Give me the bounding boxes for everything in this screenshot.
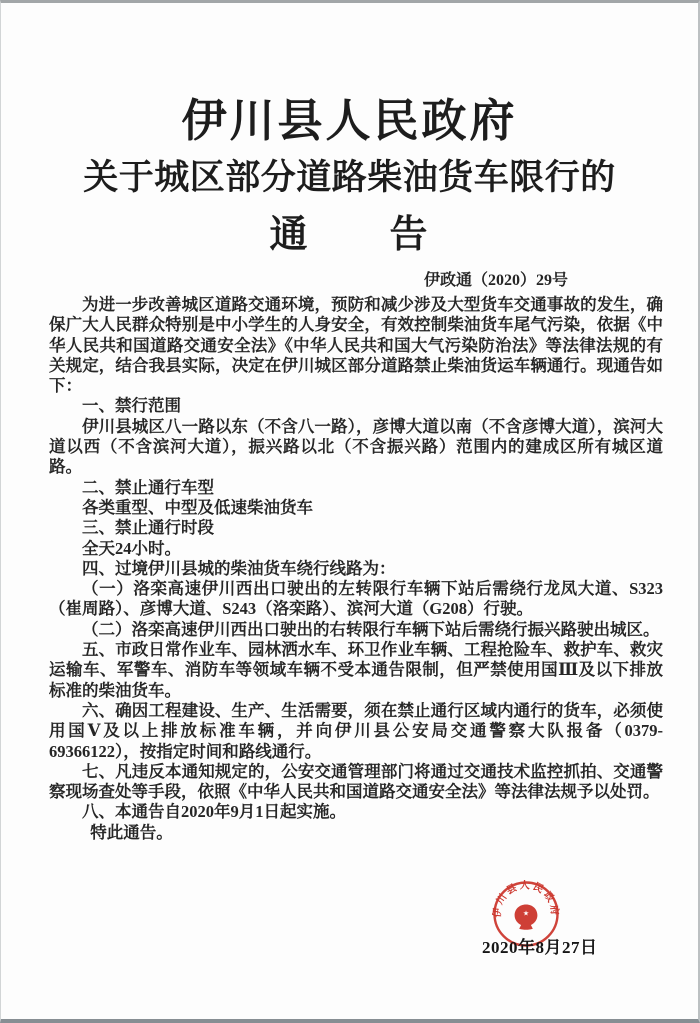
paragraph: 各类重型、中型及低速柴油货车 (82, 497, 313, 517)
paragraph: 四、过境伊川县城的柴油货车绕行线路为： (82, 558, 396, 578)
paragraph: 六、确因工程建设、生产、生活需要，须在禁止通行区域内通行的货车，必须使用国Ⅴ及以上排放标准车辆，并向伊川县公安局交通警察大队报备（0379-69366122），按指定时间和路线通行。 (49, 700, 663, 761)
paragraph: 八、本通告自2020年9月1日起实施。 (82, 802, 346, 822)
issuer-title: 伊川县人民政府 (181, 96, 518, 146)
notice-subject-title: 关于城区部分道路柴油货车限行的 (83, 158, 616, 197)
paragraph: 三、禁止通行时段 (82, 518, 214, 538)
paragraph: 伊川县城区八一路以东（不含八一路），彦博大道以南（不含彦博大道），滨河大道以西（不含滨河大道），振兴路以北（不含振兴路）范围内的建成区所有城区道路。 (49, 416, 663, 477)
document-body (49, 295, 663, 843)
paragraph: 为进一步改善城区道路交通环境，预防和减少涉及大型货车交通事故的发生，确保广大人民群众特别是中小学生的人身安全，有效控制柴油货车尾气污染，依据《中华人民共和国道路交通安全法》《中华人民共和国大气污染防治法》等法律法规的有关规定，结合我县实际，决定在伊川城区部分道路禁止柴油货运车辆通行。现通告如下： (49, 295, 663, 396)
paragraph: 特此通告。 (90, 822, 173, 842)
issue-date: 2020年8月27日 (482, 938, 598, 957)
paragraph: （二）洛栾高速伊川西出口驶出的右转限行车辆下站后需绕行振兴路驶出城区。 (82, 619, 660, 639)
paragraph: 二、禁止通行车型 (82, 477, 214, 497)
notice-type-title: 通 告 (269, 214, 430, 256)
paragraph: （一）洛栾高速伊川西出口驶出的左转限行车辆下站后需绕行龙凤大道、S323（崔周路）、彦博大道、S243（洛栾路）、滨河大道（G208）行驶。 (49, 579, 663, 619)
paragraph: 一、禁行范围 (82, 396, 181, 416)
emblem-star-icon: ★ (522, 909, 530, 918)
seal-arc-text: 伊川县人民政府 (492, 880, 560, 918)
paragraph: 全天24小时。 (82, 538, 181, 558)
document-number: 伊政通（2020）29号 (423, 272, 568, 289)
paragraph: 七、凡违反本通知规定的，公安交通管理部门将通过交通技术监控抓拍、交通警察现场查处等手段，依照《中华人民共和国道路交通安全法》等法律法规予以处罚。 (49, 761, 663, 802)
paragraph: 五、市政日常作业车、园林洒水车、环卫作业车辆、工程抢险车、救护车、救灾运输车、军警车、消防车等领域车辆不受本通告限制，但严禁使用国Ⅲ及以下排放标准的柴油货车。 (49, 640, 663, 700)
